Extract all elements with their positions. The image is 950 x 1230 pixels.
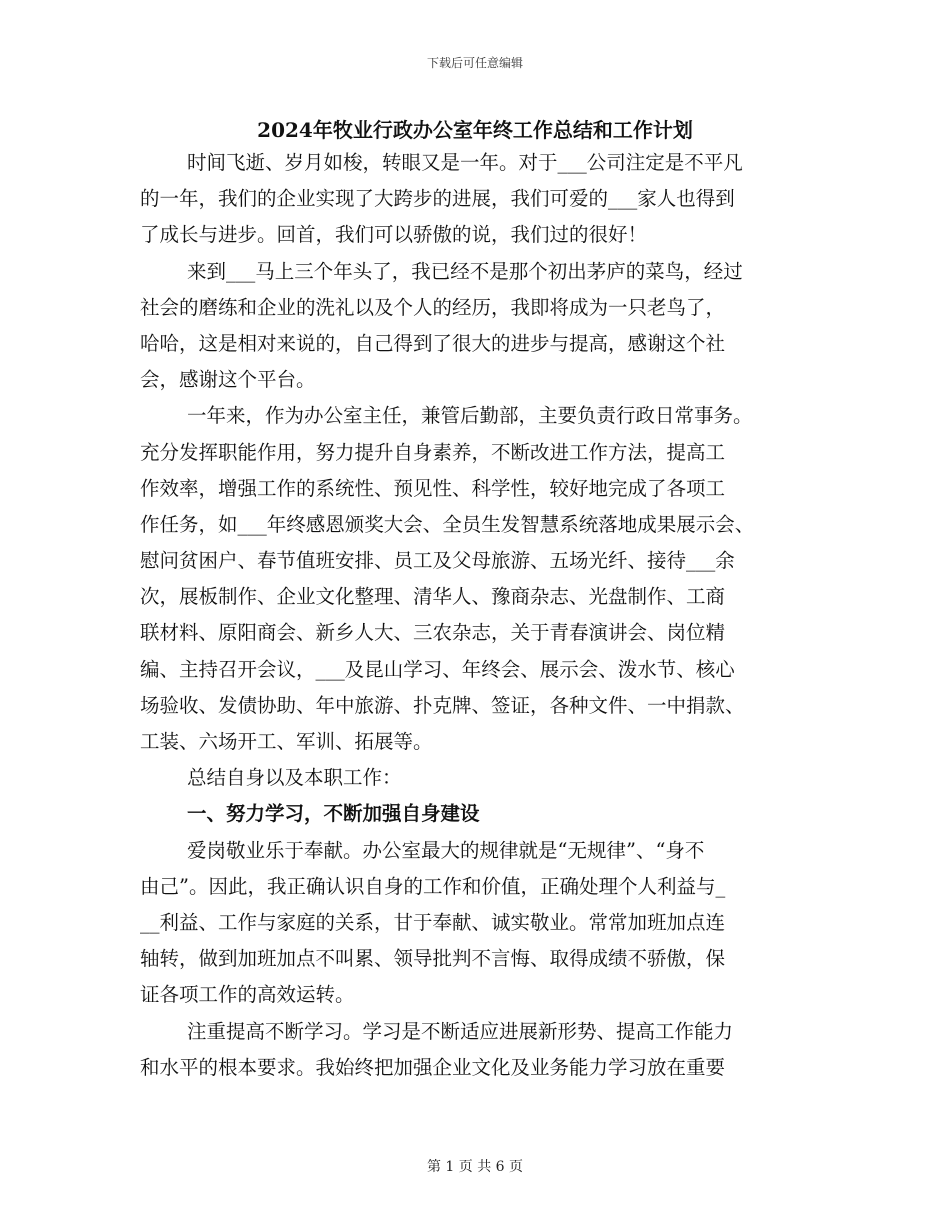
body-line: 作任务，如___年终感恩颁奖大会、全员生发智慧系统落地成果展示会、: [140, 512, 755, 536]
document-body: [140, 145, 820, 1086]
body-line: 证各项工作的高效运转。: [140, 983, 355, 1007]
body-line: 爱岗敬业乐于奉献。办公室最大的规律就是“无规律”、“身不: [187, 838, 705, 862]
body-line: 和水平的根本要求。我始终把加强企业文化及业务能力学习放在重要: [140, 1055, 726, 1079]
body-line: 注重提高不断学习。学习是不断适应进展新形势、提高工作能力: [187, 1019, 734, 1043]
section-intro: 总结自身以及本职工作：: [187, 766, 402, 790]
header-note: 下载后可任意编辑: [426, 56, 523, 70]
body-line: 的一年，我们的企业实现了大跨步的进展，我们可爱的___家人也得到: [140, 187, 735, 211]
body-line: 时间飞逝、岁月如梭，转眼又是一年。对于___公司注定是不平凡: [187, 151, 743, 174]
body-line: 轴转，做到加班加点不叫累、领导批判不言悔、取得成绩不骄傲，保: [140, 947, 726, 971]
body-line: 场验收、发债协助、年中旅游、扑克牌、签证，各种文件、一中捐款、: [140, 693, 745, 717]
body-line: 作效率，增强工作的系统性、预见性、科学性，较好地完成了各项工: [140, 476, 726, 500]
body-line: 社会的磨练和企业的洗礼以及个人的经历，我即将成为一只老鸟了，: [140, 295, 726, 319]
body-line: 一年来，作为办公室主任，兼管后勤部，主要负责行政日常事务。: [187, 404, 753, 428]
body-line: 联材料、原阳商会、新乡人大、三农杂志，关于青春演讲会、岗位精: [140, 621, 726, 645]
body-line: 了成长与进步。回首，我们可以骄傲的说，我们过的很好！: [140, 223, 648, 247]
body-line: 由己”。因此，我正确认识自身的工作和价值，正确处理个人利益与_: [140, 874, 726, 898]
page-number: 第 1 页 共 6 页: [426, 1159, 524, 1175]
body-line: __利益、工作与家庭的关系，甘于奉献、诚实敬业。常常加班加点连: [140, 910, 726, 934]
document-title: 2024年牧业行政办公室年终工作总结和工作计划: [257, 118, 693, 142]
body-line: 慰问贫困户、春节值班安排、员工及父母旅游、五场光纤、接待___余: [140, 549, 735, 573]
body-line: 充分发挥职能作用，努力提升自身素养，不断改进工作方法，提高工: [140, 440, 726, 464]
body-line: 工装、六场开工、军训、拓展等。: [140, 730, 433, 753]
body-line: 来到___马上三个年头了，我已经不是那个初出茅庐的菜鸟，经过: [187, 259, 743, 283]
body-line: 次，展板制作、企业文化整理、清华人、豫商杂志、光盘制作、工商: [140, 585, 726, 609]
body-line: 哈哈，这是相对来说的，自己得到了很大的进步与提高，感谢这个社: [140, 331, 726, 355]
section-heading: 一、努力学习，不断加强自身建设: [187, 802, 480, 826]
body-line: 编、主持召开会议，___及昆山学习、年终会、展示会、泼水节、核心: [140, 657, 735, 681]
body-line: 会，感谢这个平台。: [140, 368, 316, 392]
